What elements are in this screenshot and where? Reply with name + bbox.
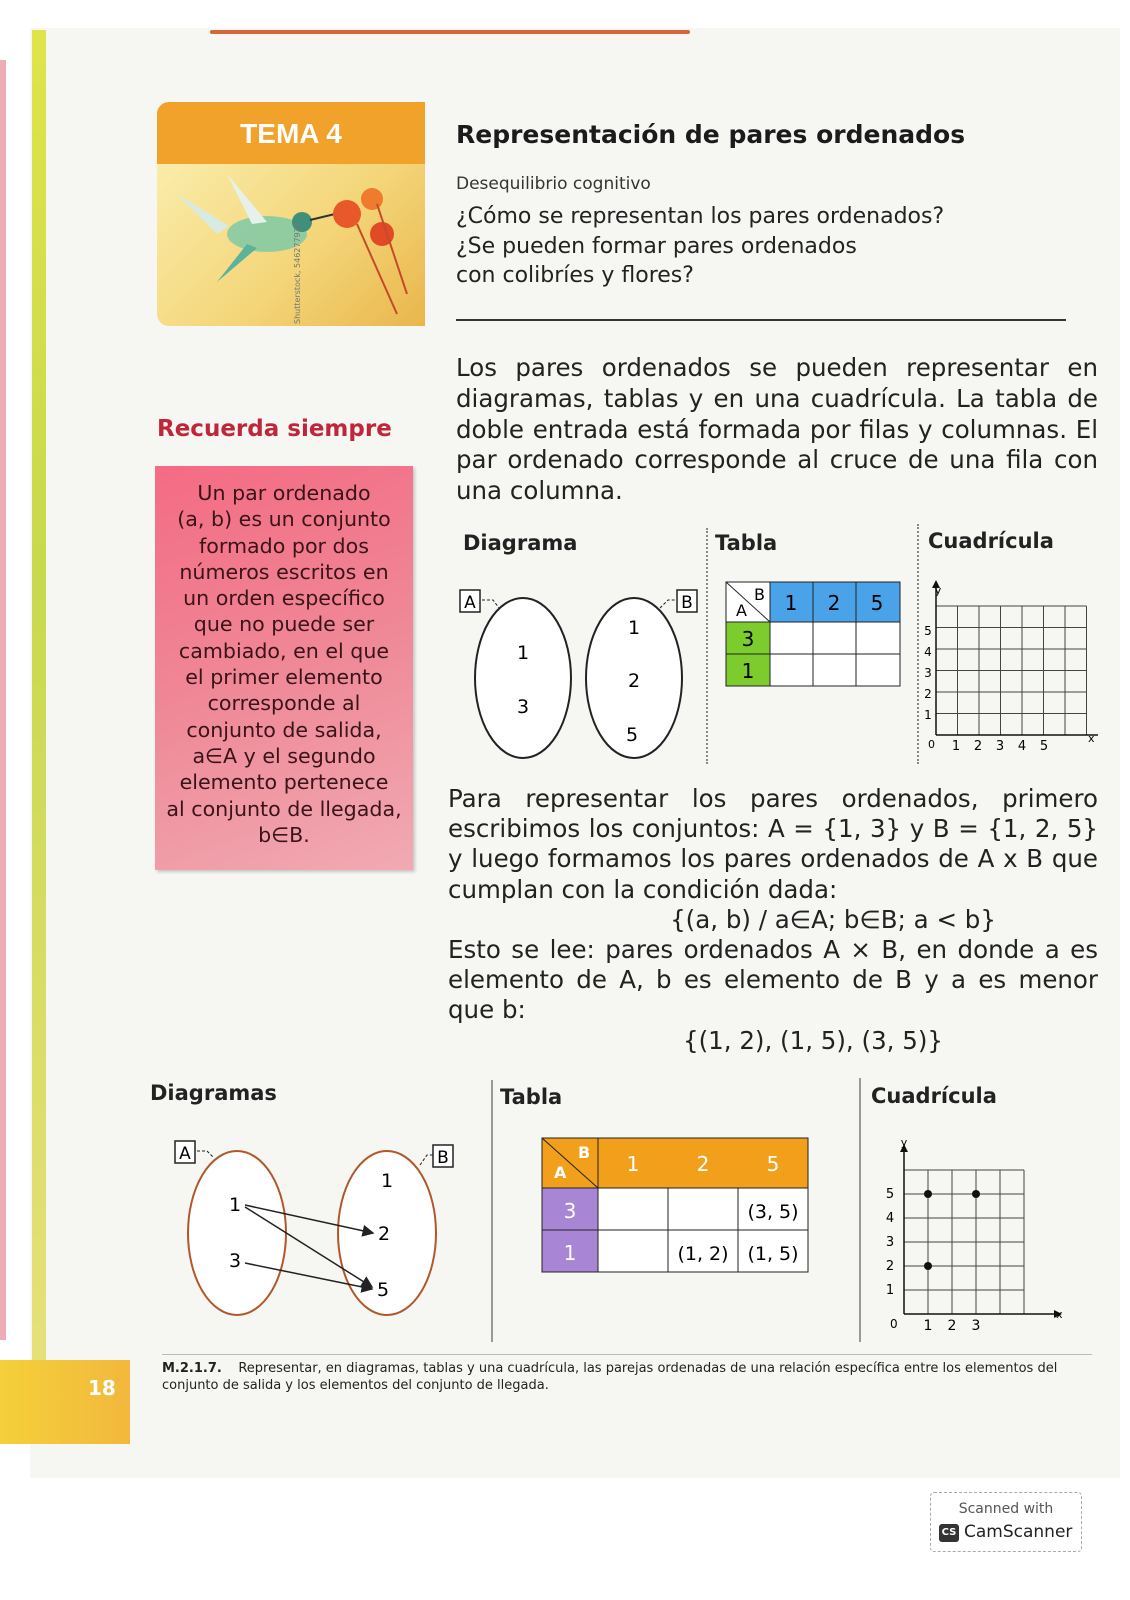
definition-line: corresponde al <box>207 691 361 716</box>
set-a-element: 1 <box>228 1194 242 1216</box>
table-cell: (1, 5) <box>747 1243 799 1265</box>
y-tick: 4 <box>924 645 932 659</box>
table-cell: (3, 5) <box>747 1201 799 1223</box>
definition-box <box>155 466 413 870</box>
origin-label: 0 <box>928 738 935 751</box>
x-tick: 5 <box>1039 739 1049 754</box>
tema-title: TEMA 4 <box>240 118 342 149</box>
separator <box>491 1080 493 1342</box>
table-label: Tabla <box>715 531 778 555</box>
footnote-text: Representar, en diagramas, tablas y una cuadrícula, las parejas ordenadas de una relación específica entre los elementos del conjunto de salida y los elementos del conjunto de llegada. <box>162 1361 1058 1393</box>
camscanner-logo-icon: CS <box>939 1524 959 1542</box>
example1-table <box>724 580 902 690</box>
set-b-element: 5 <box>625 724 639 746</box>
set-a-element: 3 <box>228 1250 242 1272</box>
corner-b: B <box>754 585 765 604</box>
row-header: 3 <box>741 627 755 651</box>
x-tick: 1 <box>923 1318 933 1334</box>
scanner-name: CamScanner <box>964 1522 1073 1542</box>
definition-line: elemento pertenece <box>179 770 389 795</box>
data-point <box>924 1190 932 1198</box>
definition-line: que no puede ser <box>193 612 375 637</box>
hummingbird-illustration <box>157 164 425 326</box>
example1-diagram <box>455 580 705 765</box>
row-header: 3 <box>563 1199 577 1223</box>
set-b-label: B <box>437 1148 449 1168</box>
definition-line: al conjunto de llegada, <box>166 796 402 821</box>
y-tick: 1 <box>924 708 932 722</box>
example1-grid[interactable] <box>918 580 1098 760</box>
condition-line: {(a, b) / a∈A; b∈B; a < b} <box>670 904 996 934</box>
x-tick: 3 <box>995 739 1005 754</box>
footer-rule <box>162 1354 1092 1355</box>
set-b-element: 2 <box>377 1223 391 1245</box>
definition-line: conjunto de salida, <box>186 717 382 742</box>
definition-line: el primer elemento <box>185 665 383 690</box>
question-line: ¿Cómo se representan los pares ordenados? <box>456 204 945 229</box>
definition-line: Un par ordenado <box>197 481 371 505</box>
table-label: Tabla <box>500 1085 563 1109</box>
set-a-element: 3 <box>516 696 530 718</box>
y-tick: 2 <box>924 687 932 701</box>
column-header: 1 <box>626 1152 640 1176</box>
empty-grid <box>932 580 1098 739</box>
set-b-label: B <box>681 593 693 613</box>
x-axis-label: x <box>1088 732 1095 745</box>
question-line: con colibríes y flores? <box>456 263 694 288</box>
question-line: ¿Se pueden formar pares ordenados <box>456 234 857 259</box>
page-tab <box>0 1360 130 1444</box>
top-decoration <box>210 30 690 34</box>
y-axis-label: y <box>900 1136 908 1149</box>
set-a-ellipse <box>475 598 571 758</box>
example2-grid <box>876 1132 1076 1337</box>
x-tick: 3 <box>971 1318 981 1334</box>
x-tick: 2 <box>947 1318 957 1334</box>
y-tick: 3 <box>924 666 932 680</box>
x-tick: 4 <box>1017 739 1027 754</box>
definition-line: a∈A y el segundo <box>192 743 376 768</box>
page-edge <box>0 60 6 1340</box>
set-b-element: 5 <box>376 1279 390 1301</box>
column-header: 2 <box>827 591 841 615</box>
recuerda-title: Recuerda siempre <box>157 416 392 442</box>
column-header: 1 <box>784 591 798 615</box>
y-axis-label: y <box>934 584 942 597</box>
grid-label: Cuadrícula <box>871 1084 997 1108</box>
diagrams-label: Diagramas <box>150 1081 277 1105</box>
separator <box>859 1078 861 1342</box>
separator <box>706 528 708 764</box>
column-header: 5 <box>870 591 884 615</box>
definition-text <box>161 480 407 848</box>
explanation-text <box>448 784 1098 1056</box>
point-grid <box>900 1144 1062 1318</box>
page-number: 18 <box>88 1376 116 1400</box>
set-a-label: A <box>179 1144 191 1164</box>
column-header: 5 <box>766 1152 780 1176</box>
side-color-strip <box>32 30 46 1360</box>
row-header: 1 <box>741 659 755 683</box>
y-tick: 5 <box>885 1187 895 1202</box>
corner-a: A <box>554 1163 567 1182</box>
explanation-paragraph-1: Para representar los pares ordenados, primero escribimos los conjuntos: A = {1, 3} y B = {1, 2, 5} y luego formamos los pares ordenados de A x B que cumplan con la condición dada: <box>448 784 1098 904</box>
diagram-label: Diagrama <box>463 531 578 555</box>
corner-a: A <box>736 601 747 620</box>
definition-line: números escritos en <box>179 559 389 584</box>
set-a-element: 1 <box>516 642 530 664</box>
data-point <box>972 1190 980 1198</box>
set-b-element: 1 <box>380 1170 394 1192</box>
intro-paragraph: Los pares ordenados se pueden representar en diagramas, tablas y en una cuadrícula. La tabla de doble entrada está formada por filas y columnas. El par ordenado corresponde al cruce de una fila con una columna. <box>456 353 1098 506</box>
y-tick: 4 <box>885 1211 895 1226</box>
data-point <box>924 1262 932 1270</box>
grid-label: Cuadrícula <box>928 529 1054 553</box>
footnote-code: M.2.1.7. <box>162 1361 222 1376</box>
curriculum-footnote <box>162 1360 1102 1394</box>
image-credit: Shutterstock, 546277932 <box>293 222 302 324</box>
y-tick: 1 <box>885 1283 895 1298</box>
definition-line: b∈B. <box>258 822 310 847</box>
example2-table <box>540 1136 812 1276</box>
lesson-title: Representación de pares ordenados <box>456 120 966 149</box>
y-tick: 3 <box>885 1235 895 1250</box>
example2-diagram <box>165 1135 465 1325</box>
x-axis-label: x <box>1056 1308 1063 1321</box>
row-header: 1 <box>563 1241 577 1265</box>
y-tick: 5 <box>924 624 932 638</box>
x-tick: 2 <box>973 739 983 754</box>
origin-label: 0 <box>890 1317 898 1331</box>
x-tick: 1 <box>951 739 961 754</box>
definition-line: formado por dos <box>199 533 369 558</box>
table-cell: (1, 2) <box>677 1243 729 1265</box>
explanation-paragraph-2: Esto se lee: pares ordenados A × B, en donde a es elemento de A, b es elemento de B y a es menor que b: <box>448 935 1098 1025</box>
definition-line: cambiado, en el que <box>178 638 390 663</box>
column-header: 2 <box>696 1152 710 1176</box>
answer-line <box>456 319 1066 321</box>
set-a-ellipse <box>188 1151 286 1315</box>
lesson-subtitle: Desequilibrio cognitivo <box>456 174 651 194</box>
definition-line: un orden específico <box>183 586 385 611</box>
result-line: {(1, 2), (1, 5), (3, 5)} <box>683 1025 943 1055</box>
scanner-caption: Scanned with <box>958 1501 1054 1517</box>
definition-line: (a, b) es un conjunto <box>177 507 391 532</box>
y-tick: 2 <box>885 1259 895 1274</box>
set-a-label: A <box>464 593 476 613</box>
set-b-element: 1 <box>627 617 641 639</box>
scanner-watermark <box>930 1492 1082 1552</box>
tema-banner <box>157 102 425 326</box>
corner-b: B <box>578 1143 591 1162</box>
set-b-element: 2 <box>627 670 641 692</box>
